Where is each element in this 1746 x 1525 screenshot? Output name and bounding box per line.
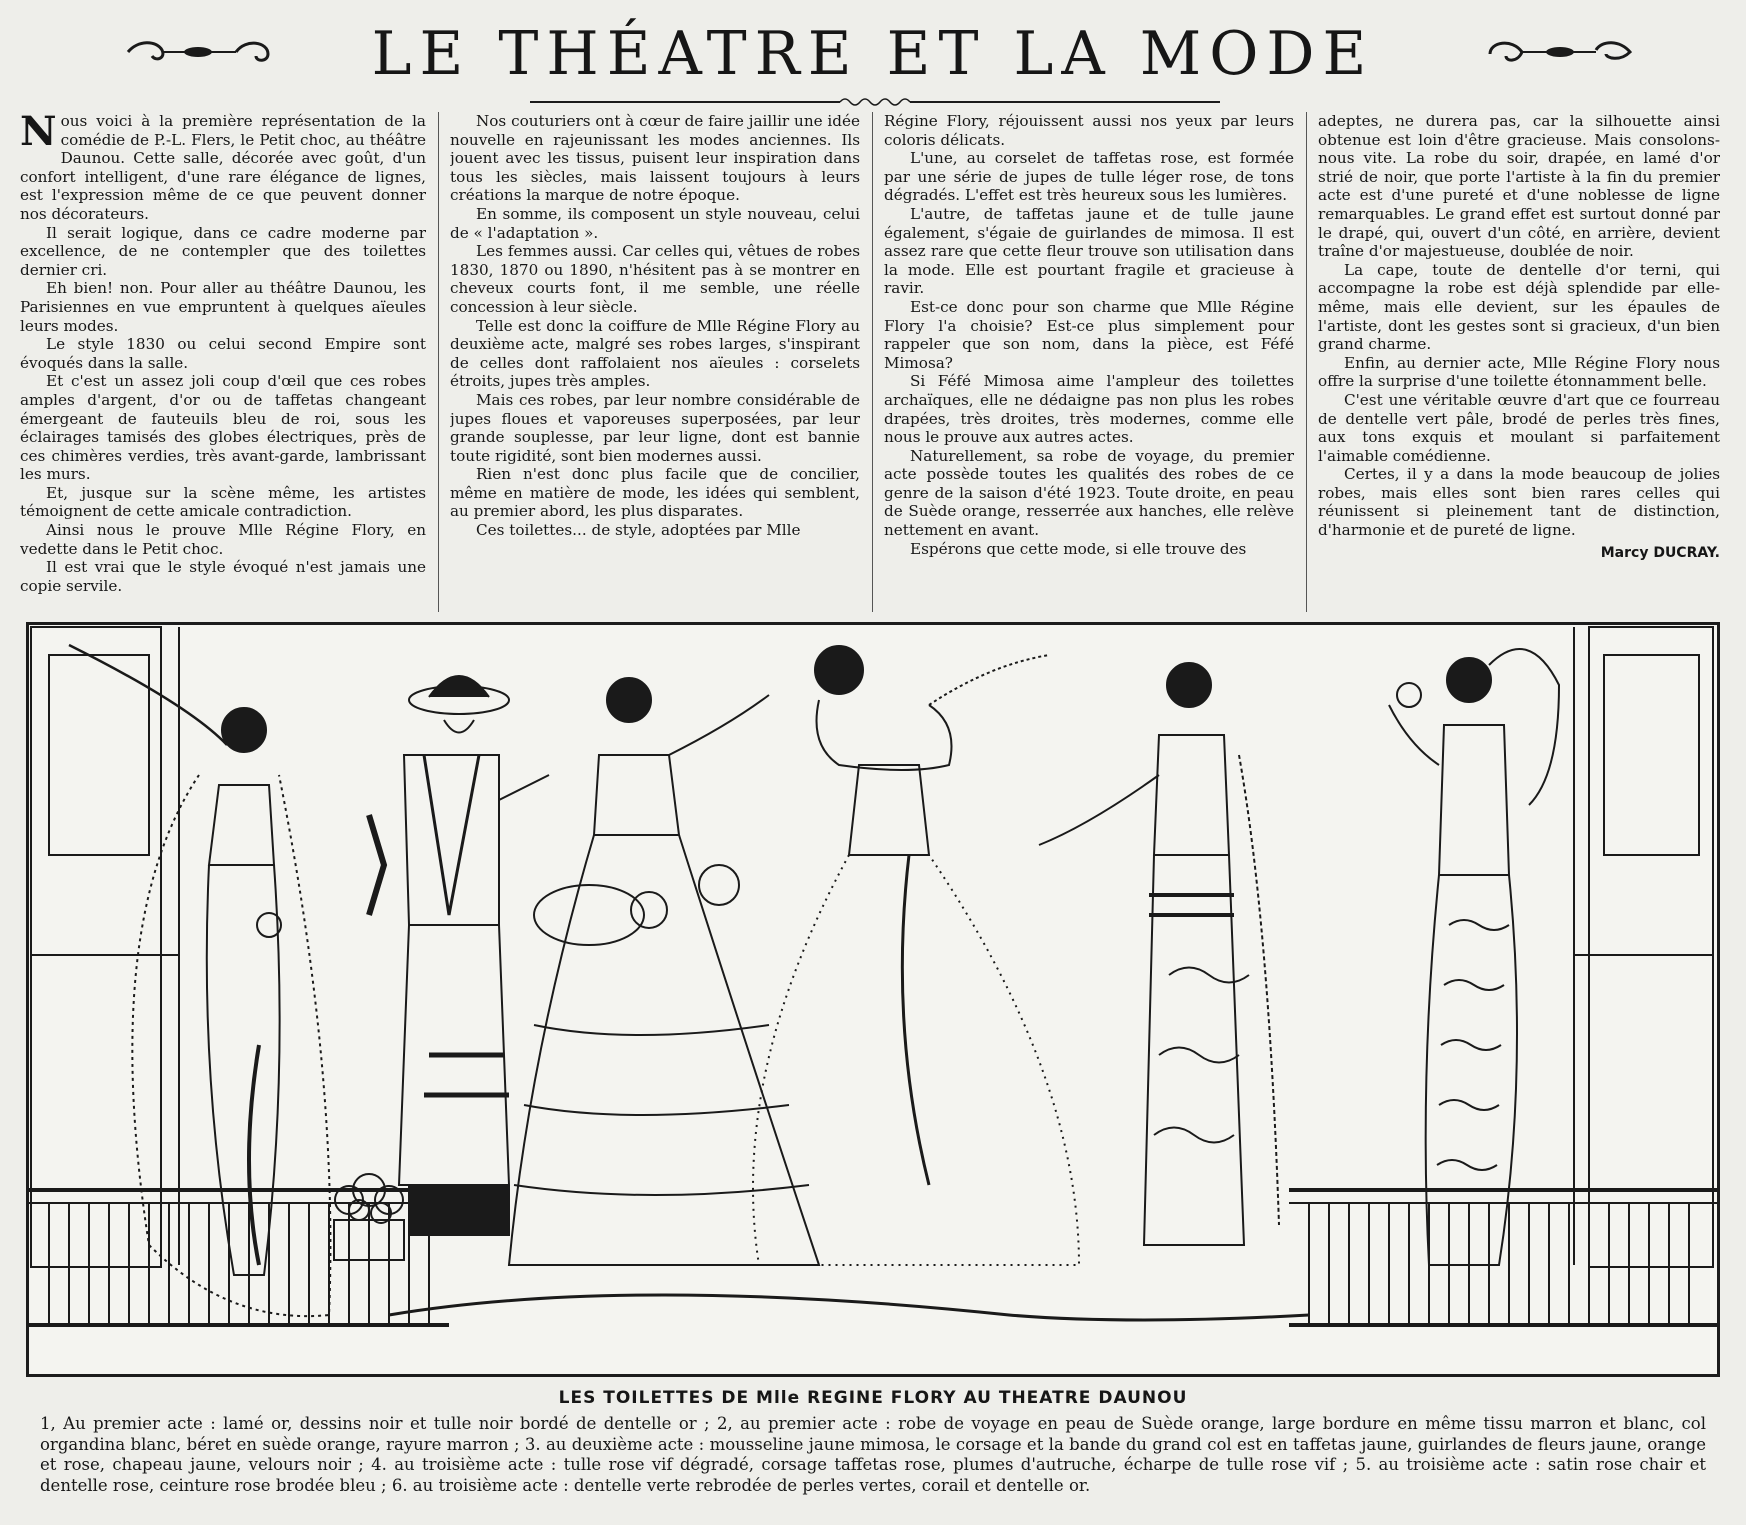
right-door-upper	[1604, 655, 1699, 855]
paragraph: La cape, toute de dentelle d'or terni, qui accompagne la robe est déjà splendide par elle-même, mais elle devient, sur les épaules de l'artiste, dont les gestes sont si gracieux, d'un bien grand charme.	[1318, 260, 1720, 354]
right-ornament-icon	[1480, 32, 1640, 72]
author-name: Marcy DUCRAY.	[1600, 544, 1720, 561]
figure-3	[509, 678, 819, 1265]
figure-5	[1039, 663, 1279, 1245]
caption-body: 1, Au premier acte : lamé or, dessins noir et tulle noir bordé de dentelle or ; 2, au premier acte : robe de voyage en peau de Suède orange, large bordure en même tissu marron et blanc, col organdina blanc, béret en suède orange, rayure marron ; 3. au deuxième acte : mousseline jaune mimosa, le corsage et la bande du grand col est en taffetas jaune, guirlandes de fleurs jaune, orange et rose, chapeau jaune, velours noir ; 4. au troisième acte : tulle rose vif dégradé, corsage taffetas rose, plumes d'autruche, écharpe de tulle rose vif ; 5. au troisième acte : satin rose chair et dentelle rose, ceinture rose brodée bleu ; 6. au troisième acte : dentelle verte rebrodée de perles vertes, corail et dentelle or.	[40, 1414, 1706, 1495]
paragraph: En somme, ils composent un style nouveau, celui de « l'adaptation ».	[450, 204, 860, 242]
paragraph: adeptes, ne durera pas, car la silhouette ainsi obtenue est loin d'être gracieuse. Mais consolons-nous vite. La robe du soir, drapée, en lamé d'or strié de noir, que porte l'artiste à la fin du premier acte est d'une pureté et d'une noblesse de ligne remarquables. Le grand effet est surtout donné par le drapé, qui, ouvert d'un côté, en arrière, devient traîne d'or majestueuse, doublée de noir.	[1318, 112, 1720, 261]
paragraph: Telle est donc la coiffure de Mlle Régine Flory au deuxième acte, malgré ses robes larges, s'inspirant de celles dont raffolaient nos aïeules : corselets étroits, jupes très amples.	[450, 316, 860, 391]
illustration-caption	[40, 1388, 1706, 1496]
paragraph: Certes, il y a dans la mode beaucoup de jolies robes, mais elles sont bien rares celles qui réunissent si pleinement tant de distinction, d'harmonie et de pureté de ligne.	[1318, 465, 1720, 540]
column-divider	[872, 112, 873, 612]
paragraph: Et c'est un assez joli coup d'œil que ces robes amples d'argent, d'or ou de taffetas changeant émergeant de fauteuils bleu de roi, sous les éclairages tamisés des globes électriques, près de ces chimères verdies, très avant-garde, lambrissant les murs.	[20, 372, 426, 484]
left-door-upper	[49, 655, 149, 855]
page-title: LE THÉATRE ET LA MODE	[371, 19, 1375, 89]
right-door-panel	[1589, 627, 1713, 1267]
article-body	[20, 112, 1720, 612]
column-divider	[1306, 112, 1307, 612]
fashion-illustration-drawing	[29, 625, 1717, 1374]
paragraph: Le style 1830 ou celui second Empire sont évoqués dans la salle.	[20, 335, 426, 372]
drop-cap: N	[20, 112, 57, 155]
paragraph: Espérons que cette mode, si elle trouve des	[910, 539, 1247, 558]
title-rule	[530, 96, 1220, 108]
article-column-4	[1318, 112, 1720, 612]
paragraph: Il est vrai que le style évoqué n'est jamais une copie servile.	[20, 558, 426, 595]
paragraph: ous voici à la première représentation de la comédie de P.-L. Flers, le Petit choc, au théâtre Daunou. Cette salle, décorée avec goût, d'un confort intelligent, d'une rare élégance de lignes, est l'expression même de ce que peuvent donner nos décorateurs.	[20, 112, 426, 223]
header	[0, 10, 1746, 100]
paragraph: Il serait logique, dans ce cadre moderne par excellence, de ne contempler que des toilettes dernier cri.	[20, 223, 426, 279]
column-divider	[438, 112, 439, 612]
paragraph: Régine Flory, réjouissent aussi nos yeux par leurs coloris délicats.	[884, 112, 1294, 149]
paragraph: Nos couturiers ont à cœur de faire jaillir une idée nouvelle en rajeunissant les modes anciennes. Ils jouent avec les tissus, puisent leur inspiration dans tous les siècles, mais laissent toujours à leurs créations la marque de notre époque.	[450, 112, 860, 205]
figure-4	[753, 646, 1079, 1265]
paragraph: Les femmes aussi. Car celles qui, vêtues de robes 1830, 1870 ou 1890, n'hésitent pas à se montrer en cheveux courts font, il me semble, une réelle concession à leur siècle.	[450, 242, 860, 316]
figure-2	[369, 676, 549, 1235]
left-door-panel	[31, 627, 161, 1267]
paragraph: Et, jusque sur la scène même, les artistes témoignent de cette amicale contradiction.	[20, 483, 426, 521]
paragraph: Enfin, au dernier acte, Mlle Régine Flory nous offre la surprise d'une toilette étonnamment belle.	[1318, 353, 1720, 391]
paragraph: Est-ce donc pour son charme que Mlle Régine Flory l'a choisie? Est-ce plus simplement pour rappeler que son nom, dans la pièce, est Féfé Mimosa?	[884, 297, 1294, 372]
caption-title: LES TOILETTES DE Mlle REGINE FLORY AU THEATRE DAUNOU	[558, 1388, 1188, 1408]
left-ornament-icon	[118, 32, 278, 72]
article-column-3	[884, 112, 1294, 612]
paragraph: C'est une véritable œuvre d'art que ce fourreau de dentelle vert pâle, brodé de perles très fines, aux tons exquis et moulant si parfaitement l'aimable comédienne.	[1318, 390, 1720, 465]
paragraph: L'autre, de taffetas jaune et de tulle jaune également, s'égaie de guirlandes de mimosa. Il est assez rare que cette fleur trouve son utilisation dans la mode. Elle est pourtant fragile et gracieuse à ravir.	[884, 204, 1294, 298]
paragraph: Si Féfé Mimosa aime l'ampleur des toilettes archaïques, elle ne dédaigne pas non plus les robes drapées, très droites, très modernes, comme elle nous le prouve aux autres actes.	[884, 372, 1294, 447]
paragraph: Naturellement, sa robe de voyage, du premier acte possède toutes les qualités des robes de ce genre de la saison d'été 1923. Toute droite, en peau de Suède orange, resserrée aux hanches, elle relève nettement en avant.	[884, 446, 1294, 540]
paragraph: Mais ces robes, par leur nombre considérable de jupes floues et vaporeuses superposées, par leur grande souplesse, par leur ligne, dont est bannie toute rigidité, sont bien modernes aussi.	[450, 390, 860, 465]
paragraph: Ainsi nous le prouve Mlle Régine Flory, en vedette dans le Petit choc.	[20, 521, 426, 558]
left-balustrade	[29, 1190, 449, 1325]
paragraph: Rien n'est donc plus facile que de concilier, même en matière de mode, les idées qui semblent, au premier abord, les plus disparates.	[450, 465, 860, 521]
paragraph: Eh bien! non. Pour aller au théâtre Daunou, les Parisiennes en vue empruntent à quelques aïeules leurs modes.	[20, 279, 426, 335]
author-signature	[1318, 544, 1720, 563]
paragraph: L'une, au corselet de taffetas rose, est formée par une série de jupes de tulle léger rose, de tons dégradés. L'effet est très heureux sous les lumières.	[884, 149, 1294, 205]
figure-6	[1389, 649, 1559, 1265]
paragraph: Ces toilettes... de style, adoptées par Mlle	[476, 521, 801, 540]
article-column-2	[450, 112, 860, 612]
right-balustrade	[1289, 1190, 1717, 1325]
fashion-illustration	[26, 622, 1720, 1377]
article-column-1	[20, 112, 426, 612]
